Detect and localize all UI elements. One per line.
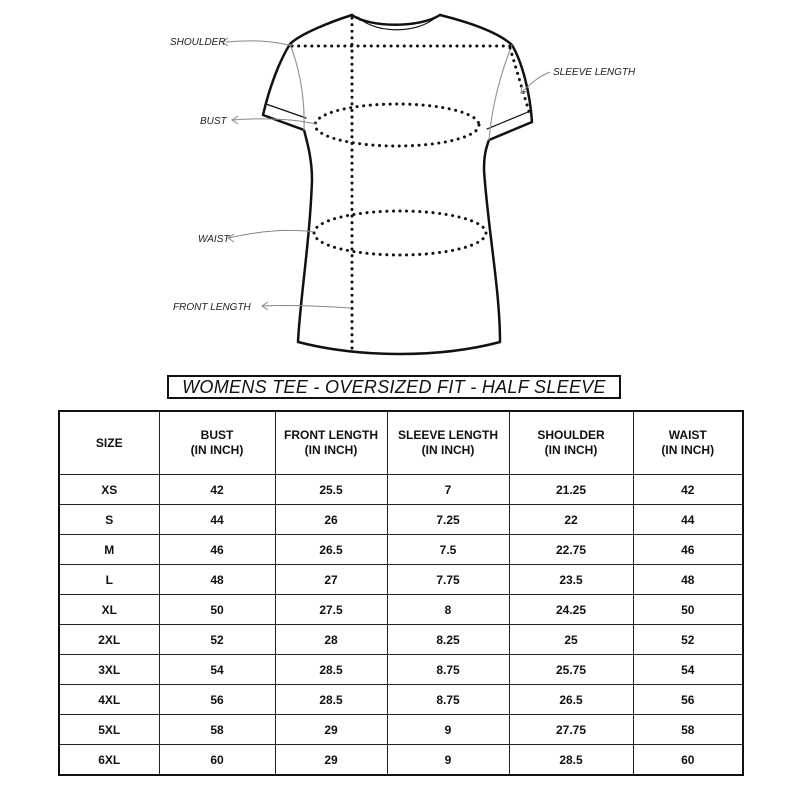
cell-front-length: 26 <box>275 505 387 535</box>
cell-sleeve-length: 7 <box>387 475 509 505</box>
header-front-length <box>275 411 387 475</box>
cell-front-length: 26.5 <box>275 535 387 565</box>
cell-sleeve-length: 9 <box>387 715 509 745</box>
waist-label: WAIST <box>198 234 230 245</box>
cell-bust: 60 <box>159 745 275 776</box>
header-sleeve-length <box>387 411 509 475</box>
cell-waist: 44 <box>633 505 743 535</box>
cell-shoulder: 24.25 <box>509 595 633 625</box>
table-row <box>59 685 743 715</box>
cell-waist: 60 <box>633 745 743 776</box>
table-row <box>59 715 743 745</box>
cell-waist: 52 <box>633 625 743 655</box>
table-row <box>59 475 743 505</box>
cell-sleeve-length: 9 <box>387 745 509 776</box>
header-row <box>59 411 743 475</box>
cell-shoulder: 23.5 <box>509 565 633 595</box>
cell-waist: 56 <box>633 685 743 715</box>
header-unit: (IN INCH) <box>544 443 598 457</box>
sleeve-length-label: SLEEVE LENGTH <box>553 67 636 78</box>
cell-sleeve-length: 7.75 <box>387 565 509 595</box>
cell-waist: 50 <box>633 595 743 625</box>
cell-sleeve-length: 8.75 <box>387 685 509 715</box>
tshirt-diagram <box>0 0 800 372</box>
cell-sleeve-length: 8 <box>387 595 509 625</box>
header-waist <box>633 411 743 475</box>
cell-waist: 58 <box>633 715 743 745</box>
cell-shoulder: 25 <box>509 625 633 655</box>
header-unit: (IN INCH) <box>304 443 358 457</box>
header-label: WAIST <box>668 428 707 442</box>
table-row <box>59 745 743 776</box>
cell-front-length: 28.5 <box>275 655 387 685</box>
table-header <box>59 411 743 475</box>
bust-guide <box>315 104 479 146</box>
cell-bust: 52 <box>159 625 275 655</box>
waist-guide <box>314 211 486 255</box>
size-chart-table <box>58 410 744 776</box>
cell-front-length: 28 <box>275 625 387 655</box>
cell-waist: 54 <box>633 655 743 685</box>
measurement-guides <box>292 18 530 352</box>
header-label: SLEEVE LENGTH <box>397 428 498 442</box>
cell-front-length: 28.5 <box>275 685 387 715</box>
header-bust <box>159 411 275 475</box>
cell-shoulder: 21.25 <box>509 475 633 505</box>
front-length-label: FRONT LENGTH <box>173 302 251 313</box>
shoulder-label: SHOULDER <box>170 37 226 48</box>
header-size <box>59 411 159 475</box>
cell-waist: 48 <box>633 565 743 595</box>
cell-bust: 44 <box>159 505 275 535</box>
header-unit: (IN INCH) <box>661 443 715 457</box>
cell-bust: 54 <box>159 655 275 685</box>
table-row <box>59 625 743 655</box>
cell-front-length: 27.5 <box>275 595 387 625</box>
cell-sleeve-length: 8.25 <box>387 625 509 655</box>
cell-shoulder: 28.5 <box>509 745 633 776</box>
cell-waist: 42 <box>633 475 743 505</box>
cell-size: S <box>59 505 159 535</box>
header-unit: (IN INCH) <box>190 443 244 457</box>
table-row <box>59 655 743 685</box>
cell-shoulder: 27.75 <box>509 715 633 745</box>
header-label: FRONT LENGTH <box>284 428 378 442</box>
cell-bust: 50 <box>159 595 275 625</box>
table-row <box>59 505 743 535</box>
cell-shoulder: 22 <box>509 505 633 535</box>
header-unit: (IN INCH) <box>421 443 475 457</box>
cell-sleeve-length: 8.75 <box>387 655 509 685</box>
header-label: SIZE <box>95 435 123 450</box>
cell-waist: 46 <box>633 535 743 565</box>
cell-size: L <box>59 565 159 595</box>
cell-sleeve-length: 7.5 <box>387 535 509 565</box>
cell-size: 3XL <box>59 655 159 685</box>
bust-label: BUST <box>200 116 227 127</box>
cell-bust: 46 <box>159 535 275 565</box>
cell-bust: 56 <box>159 685 275 715</box>
cell-shoulder: 22.75 <box>509 535 633 565</box>
table-body <box>59 475 743 776</box>
cell-size: 2XL <box>59 625 159 655</box>
cell-front-length: 29 <box>275 715 387 745</box>
header-label: SHOULDER <box>537 428 605 442</box>
cell-shoulder: 26.5 <box>509 685 633 715</box>
cell-size: XS <box>59 475 159 505</box>
cell-size: 6XL <box>59 745 159 776</box>
table-row <box>59 535 743 565</box>
cell-front-length: 29 <box>275 745 387 776</box>
tshirt-outline <box>263 15 532 354</box>
table-row <box>59 565 743 595</box>
cell-sleeve-length: 7.25 <box>387 505 509 535</box>
cell-shoulder: 25.75 <box>509 655 633 685</box>
cell-size: 4XL <box>59 685 159 715</box>
cell-bust: 42 <box>159 475 275 505</box>
cell-front-length: 27 <box>275 565 387 595</box>
cell-size: M <box>59 535 159 565</box>
cell-bust: 48 <box>159 565 275 595</box>
cell-size: XL <box>59 595 159 625</box>
header-shoulder <box>509 411 633 475</box>
cell-bust: 58 <box>159 715 275 745</box>
header-label: BUST <box>200 428 234 442</box>
table-row <box>59 595 743 625</box>
chart-title: WOMENS TEE - OVERSIZED FIT - HALF SLEEVE <box>167 375 621 399</box>
cell-front-length: 25.5 <box>275 475 387 505</box>
cell-size: 5XL <box>59 715 159 745</box>
